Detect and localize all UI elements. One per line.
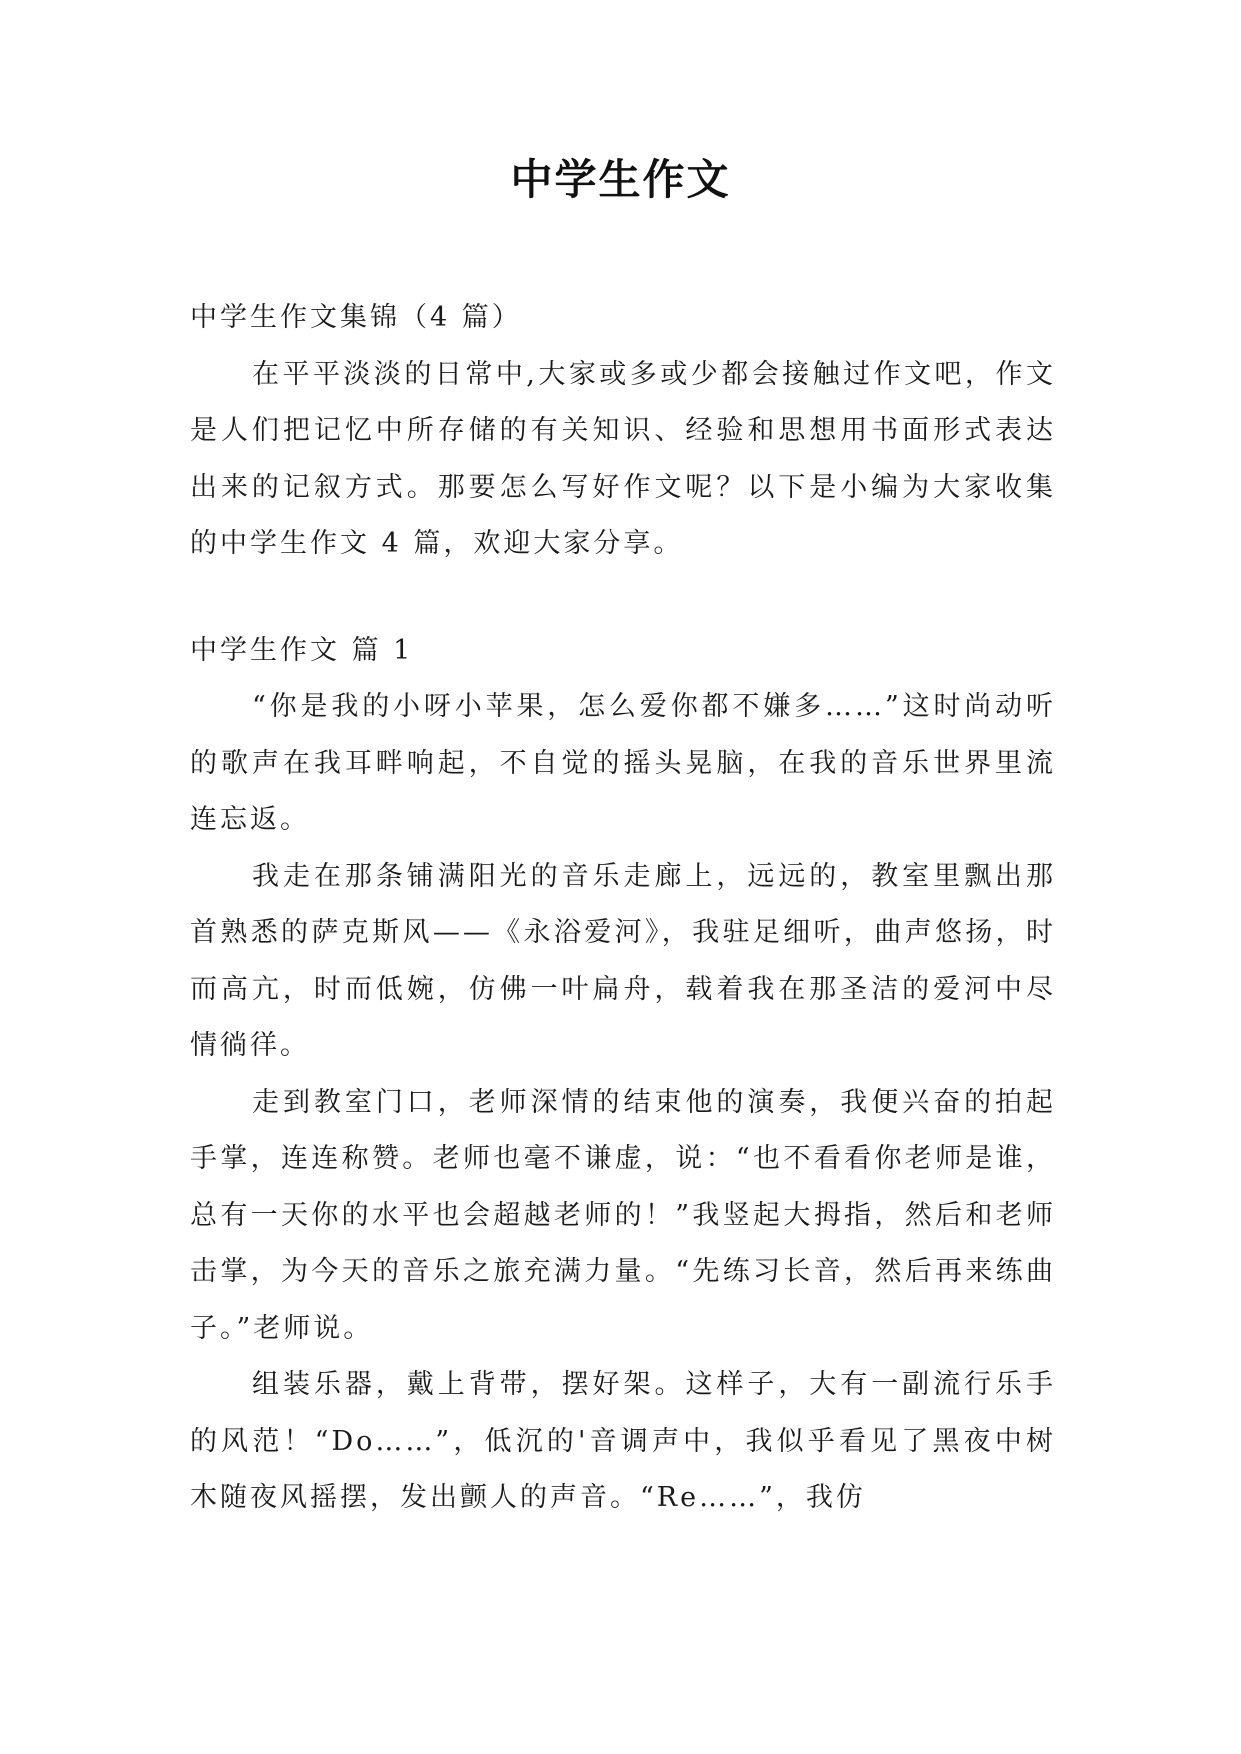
intro-paragraph: 在平平淡淡的日常中,大家或多或少都会接触过作文吧，作文是人们把记忆中所存储的有关知识、经验和思想用书面形式表达出来的记叙方式。那要怎么写好作文呢？以下是小编为大家收集的中学生作文 4 篇，欢迎大家分享。 [190,358,1056,559]
collection-subtitle: 中学生作文集锦（4 篇） [190,302,522,333]
section-heading: 中学生作文 篇 1 [190,634,414,666]
body-paragraph: “你是我的小呀小苹果，怎么爱你都不嫌多……”这时尚动听的歌声在我耳畔响起，不自觉的摇头晃脑，在我的音乐世界里流连忘返。 [190,691,1056,835]
section-spacer [190,573,1056,623]
document-body [190,290,1056,1527]
body-paragraph: 组装乐器，戴上背带，摆好架。这样子，大有一副流行乐手的风范！“Do……”，低沉的'音调声中，我似乎看见了黑夜中树木随夜风摇摆，发出颤人的声音。“Re……”，我仿 [190,1369,1056,1513]
body-paragraph: 我走在那条铺满阳光的音乐走廊上，远远的，教室里飘出那首熟悉的萨克斯风——《永浴爱河》，我驻足细听，曲声悠扬，时而高亢，时而低婉，仿佛一叶扁舟，载着我在那圣洁的爱河中尽情徜徉。 [190,860,1056,1061]
body-paragraph: 走到教室门口，老师深情的结束他的演奏，我便兴奋的拍起手掌，连连称赞。老师也毫不谦虚，说：“也不看看你老师是谁，总有一天你的水平也会超越老师的！”我竖起大拇指，然后和老师击掌，为今天的音乐之旅充满力量。“先练习长音，然后再来练曲子。”老师说。 [190,1086,1056,1344]
document-title: 中学生作文 [510,155,731,204]
